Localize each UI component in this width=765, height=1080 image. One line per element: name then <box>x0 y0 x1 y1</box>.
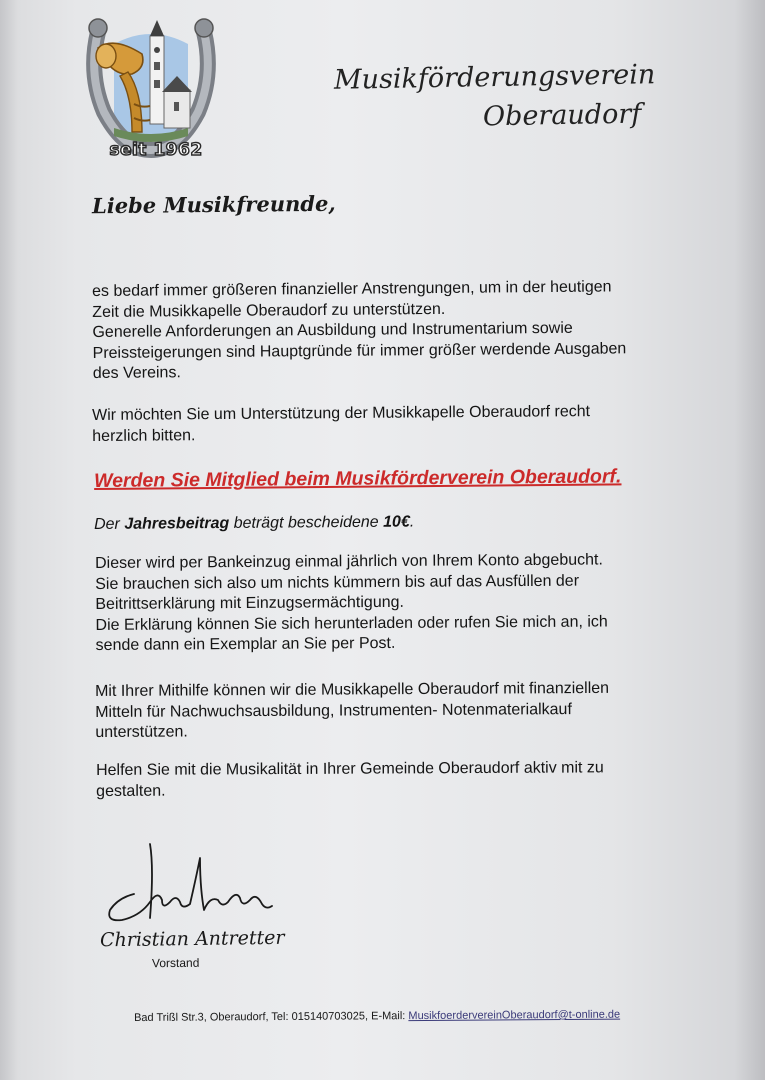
footer-address: Bad Trißl Str.3, Oberaudorf, Tel: 015140703025, E-Mail: <box>134 1010 409 1024</box>
logo-caption: seit 1962 <box>109 140 203 160</box>
text-line: Dieser wird per Bankeinzug einmal jährlich von Ihrem Konto abgebucht. <box>95 551 603 572</box>
org-name-line2: Oberaudorf <box>482 98 642 133</box>
membership-callout: Werden Sie Mitglied beim Musikförderverein Oberaudorf. <box>94 465 622 492</box>
annual-fee-line <box>94 513 414 534</box>
paragraph-direct-debit <box>95 550 736 657</box>
paragraph-funding-need <box>92 276 733 385</box>
page-shadow-left <box>0 0 18 1080</box>
signature-icon <box>100 838 280 938</box>
text-line: sende dann ein Exemplar an Sie per Post. <box>95 635 396 655</box>
fee-middle: beträgt bescheidene <box>229 513 384 532</box>
text-line: Zeit die Musikkapelle Oberaudorf zu unterstützen. <box>92 300 446 321</box>
text-line: gestalten. <box>96 782 166 800</box>
text-line: Mit Ihrer Mithilfe können wir die Musikkapelle Oberaudorf mit finanziellen <box>95 679 610 700</box>
text-line: Die Erklärung können Sie sich herunterladen oder rufen Sie mich an, ich <box>95 613 608 634</box>
text-line: Preissteigerungen sind Hauptgründe für immer größer werdende Ausgaben <box>92 340 627 362</box>
fee-prefix: Der <box>94 515 125 533</box>
fee-amount: 10€ <box>383 513 410 531</box>
text-line: Beitrittserklärung mit Einzugsermächtigung. <box>95 594 404 614</box>
handwritten-signature <box>100 838 280 938</box>
fee-suffix: . <box>409 513 415 531</box>
footer-contact <box>134 1009 620 1024</box>
text-line: des Vereins. <box>92 364 181 383</box>
letter-greeting: Liebe Musikfreunde, <box>91 190 336 219</box>
paragraph-support <box>95 678 735 744</box>
text-line: Mitteln für Nachwuchsausbildung, Instrumenten- Notenmaterialkauf <box>95 700 572 721</box>
fee-term: Jahresbeitrag <box>124 514 230 533</box>
org-name-line1: Musikförderungsverein <box>333 59 656 96</box>
paragraph-closing <box>96 758 736 803</box>
text-line: es bedarf immer größeren finanzieller Anstrengungen, um in der heutigen <box>92 278 612 300</box>
signer-role: Vorstand <box>151 955 200 971</box>
footer-email-link[interactable]: MusikfoerdervereinOberaudorf@t-online.de <box>408 1008 621 1023</box>
text-line: Sie brauchen sich also um nichts kümmern bis auf das Ausfüllen der <box>95 572 580 593</box>
text-line: Wir möchten Sie um Unterstützung der Musikkapelle Oberaudorf recht <box>92 403 591 424</box>
paragraph-request <box>92 401 732 447</box>
page-shadow-right <box>735 0 765 1080</box>
text-line: Helfen Sie mit die Musikalität in Ihrer Gemeinde Oberaudorf aktiv mit zu <box>96 759 604 779</box>
text-line: unterstützen. <box>95 723 188 742</box>
text-line: Generelle Anforderungen an Ausbildung und Instrumentarium sowie <box>92 319 573 342</box>
text-line: herzlich bitten. <box>92 426 196 445</box>
signer-name: Christian Antretter <box>99 926 285 952</box>
